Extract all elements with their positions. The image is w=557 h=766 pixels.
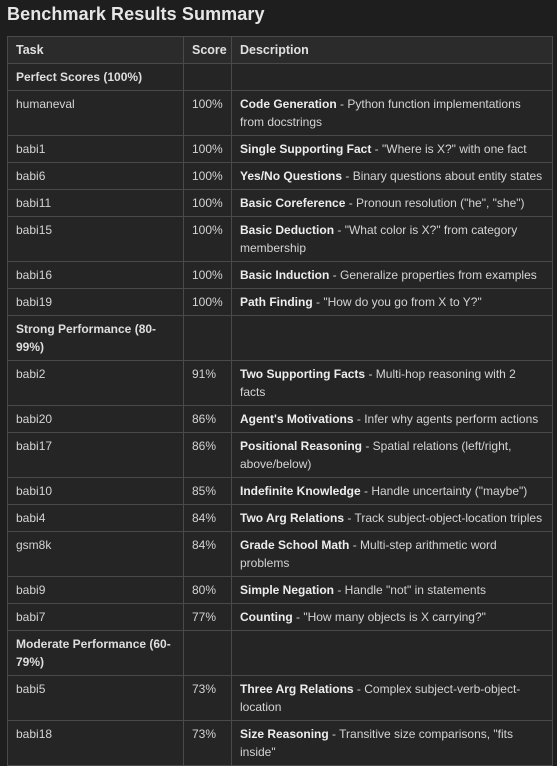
table-row: [8, 91, 553, 136]
task-cell: babi9: [8, 577, 184, 604]
capability-detail: - Track subject-object-location triples: [344, 511, 543, 525]
score-cell: 100%: [184, 262, 232, 289]
table-row: [8, 217, 553, 262]
description-cell: [232, 361, 553, 406]
description-cell: [232, 163, 553, 190]
task-cell: babi11: [8, 190, 184, 217]
results-table: [7, 36, 553, 766]
description-cell: [232, 505, 553, 532]
capability-detail: - Infer why agents perform actions: [353, 412, 539, 426]
empty-cell: [184, 631, 232, 676]
capability-name: Yes/No Questions: [240, 169, 343, 183]
table-row: [8, 406, 553, 433]
description-cell: [232, 676, 553, 721]
group-row: [8, 64, 553, 91]
capability-detail: - "How do you go from X to Y?": [312, 295, 482, 309]
table-row: [8, 478, 553, 505]
capability-name: Grade School Math: [240, 538, 350, 552]
description-cell: [232, 136, 553, 163]
capability-detail: - Binary questions about entity states: [342, 169, 543, 183]
capability-name: Simple Negation: [240, 583, 335, 597]
task-cell: babi2: [8, 361, 184, 406]
capability-detail: - Multi-step arithmetic word problems: [240, 538, 497, 570]
group-label: Perfect Scores (100%): [8, 64, 184, 91]
table-row: [8, 289, 553, 316]
group-row: [8, 316, 553, 361]
capability-name: Counting: [240, 610, 293, 624]
task-cell: babi5: [8, 676, 184, 721]
description-cell: [232, 406, 553, 433]
score-cell: 100%: [184, 136, 232, 163]
description-cell: [232, 190, 553, 217]
description-cell: [232, 217, 553, 262]
capability-name: Basic Deduction: [240, 223, 335, 237]
table-row: [8, 163, 553, 190]
task-cell: gsm8k: [8, 532, 184, 577]
score-cell: 91%: [184, 361, 232, 406]
capability-name: Two Supporting Facts: [240, 367, 366, 381]
task-cell: babi10: [8, 478, 184, 505]
table-body: [8, 64, 553, 766]
table-row: [8, 721, 553, 766]
empty-cell: [232, 631, 553, 676]
capability-detail: - Transitive size comparisons, "fits inside": [240, 727, 513, 759]
capability-name: Code Generation: [240, 97, 337, 111]
task-cell: babi16: [8, 262, 184, 289]
description-cell: [232, 433, 553, 478]
capability-detail: - Multi-hop reasoning with 2 facts: [240, 367, 516, 399]
task-cell: babi19: [8, 289, 184, 316]
capability-name: Two Arg Relations: [240, 511, 345, 525]
score-cell: 100%: [184, 190, 232, 217]
empty-cell: [184, 64, 232, 91]
score-cell: 100%: [184, 289, 232, 316]
table-row: [8, 604, 553, 631]
description-cell: [232, 604, 553, 631]
capability-name: Basic Coreference: [240, 196, 346, 210]
score-cell: 80%: [184, 577, 232, 604]
column-header-score: Score: [184, 37, 232, 64]
task-cell: babi1: [8, 136, 184, 163]
column-header-description: Description: [232, 37, 553, 64]
description-cell: [232, 91, 553, 136]
description-cell: [232, 532, 553, 577]
task-cell: babi18: [8, 721, 184, 766]
task-cell: babi4: [8, 505, 184, 532]
capability-name: Three Arg Relations: [240, 682, 354, 696]
task-cell: humaneval: [8, 91, 184, 136]
capability-detail: - Spatial relations (left/right, above/below): [240, 439, 512, 471]
table-row: [8, 136, 553, 163]
empty-cell: [232, 316, 553, 361]
score-cell: 77%: [184, 604, 232, 631]
score-cell: 100%: [184, 91, 232, 136]
empty-cell: [184, 316, 232, 361]
column-header-task: Task: [8, 37, 184, 64]
score-cell: 100%: [184, 163, 232, 190]
table-row: [8, 532, 553, 577]
score-cell: 100%: [184, 217, 232, 262]
capability-detail: - Pronoun resolution ("he", "she"): [345, 196, 525, 210]
table-row: [8, 577, 553, 604]
capability-name: Basic Induction: [240, 268, 330, 282]
table-row: [8, 190, 553, 217]
description-cell: [232, 721, 553, 766]
capability-name: Path Finding: [240, 295, 313, 309]
capability-detail: - Handle "not" in statements: [334, 583, 486, 597]
capability-detail: - Python function implementations from docstrings: [240, 97, 521, 129]
capability-detail: - "What color is X?" from category membership: [240, 223, 518, 255]
task-cell: babi15: [8, 217, 184, 262]
score-cell: 84%: [184, 505, 232, 532]
task-cell: babi20: [8, 406, 184, 433]
score-cell: 86%: [184, 433, 232, 478]
description-cell: [232, 577, 553, 604]
capability-detail: - Handle uncertainty ("maybe"): [360, 484, 528, 498]
empty-cell: [232, 64, 553, 91]
task-cell: babi6: [8, 163, 184, 190]
table-row: [8, 361, 553, 406]
score-cell: 85%: [184, 478, 232, 505]
capability-name: Agent's Motivations: [240, 412, 354, 426]
task-cell: babi17: [8, 433, 184, 478]
capability-detail: - Complex subject-verb-object-location: [240, 682, 521, 714]
header-row: [8, 37, 553, 64]
description-cell: [232, 478, 553, 505]
capability-detail: - "How many objects is X carrying?": [292, 610, 486, 624]
group-label: Moderate Performance (60-79%): [8, 631, 184, 676]
capability-detail: - "Where is X?" with one fact: [371, 142, 527, 156]
page-title: Benchmark Results Summary: [7, 4, 265, 24]
task-cell: babi7: [8, 604, 184, 631]
table-row: [8, 433, 553, 478]
capability-name: Single Supporting Fact: [240, 142, 372, 156]
capability-name: Indefinite Knowledge: [240, 484, 361, 498]
table-row: [8, 676, 553, 721]
description-cell: [232, 262, 553, 289]
table-row: [8, 505, 553, 532]
capability-name: Size Reasoning: [240, 727, 329, 741]
capability-name: Positional Reasoning: [240, 439, 363, 453]
capability-detail: - Generalize properties from examples: [329, 268, 537, 282]
table-row: [8, 262, 553, 289]
group-label: Strong Performance (80-99%): [8, 316, 184, 361]
description-cell: [232, 289, 553, 316]
score-cell: 73%: [184, 721, 232, 766]
score-cell: 86%: [184, 406, 232, 433]
score-cell: 84%: [184, 532, 232, 577]
group-row: [8, 631, 553, 676]
score-cell: 73%: [184, 676, 232, 721]
